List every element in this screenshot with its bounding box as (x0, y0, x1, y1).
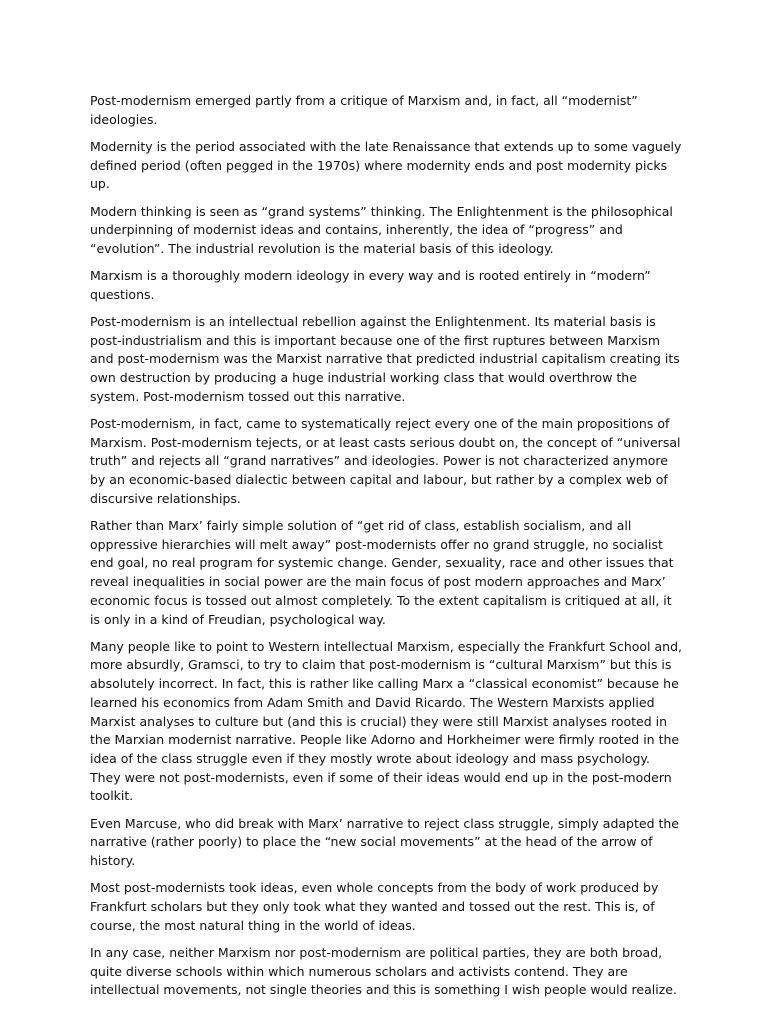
paragraph: Post-modernism, in fact, came to systematically reject every one of the main propositions of Marxism. Post-modernism tejects, or at least casts serious doubt on, the concept of “universal truth” and rejects all “grand narratives” and ideologies. Power is not characterized anymore by an economic-based dialectic between capital and labour, but rather by a complex web of discursive relationships. (90, 416, 681, 506)
paragraph: Even Marcuse, who did break with Marx’ narrative to reject class struggle, simply adapted the narrative (rather poorly) to place the “new social movements” at the head of the arrow of history. (90, 815, 679, 869)
document-body (90, 92, 682, 1008)
paragraph: In any case, neither Marxism nor post-modernism are political parties, they are both broad, quite diverse schools within which numerous scholars and activists contend. They are intellectual movements, not single theories and this is something I wish people would realize. (90, 944, 677, 998)
paragraph: Rather than Marx’ fairly simple solution of “get rid of class, establish socialism, and all oppressive hierarchies will melt away” post-modernists offer no grand struggle, no socialist end goal, no real program for systemic change. Gender, sexuality, race and other issues that reveal inequalities in social power are the main focus of post modern approaches and Marx’ economic focus is tossed out almost completely. To the extent capitalism is critiqued at all, it is only in a kind of Freudian, psychological way. (90, 518, 674, 627)
paragraph: Marxism is a thoroughly modern ideology in every way and is rooted entirely in “modern” questions. (90, 268, 651, 302)
paragraph: Post-modernism is an intellectual rebellion against the Enlightenment. Its material basis is post-industrialism and this is important because one of the first ruptures between Marxism and post-modernism was the Marxist narrative that predicted industrial capitalism creating its own destruction by producing a huge industrial working class that would overthrow the system. Post-modernism tossed out this narrative. (90, 314, 680, 404)
paragraph: Most post-modernists took ideas, even whole concepts from the body of work produced by Frankfurt scholars but they only took what they wanted and tossed out the rest. This is, of course, the most natural thing in the world of ideas. (90, 880, 659, 933)
paragraph: Post-modernism emerged partly from a critique of Marxism and, in fact, all “modernist” ideologies. (90, 93, 638, 127)
paragraph: Modern thinking is seen as “grand systems” thinking. The Enlightenment is the philosophical underpinning of modernist ideas and contains, inherently, the idea of “progress” and “evolution”. The industrial revolution is the material basis of this ideology. (90, 203, 673, 256)
paragraph: Modernity is the period associated with the late Renaissance that extends up to some vaguely defined period (often pegged in the 1970s) where modernity ends and post modernity picks up. (90, 138, 682, 192)
paragraph: Many people like to point to Western intellectual Marxism, especially the Frankfurt School and, more absurdly, Gramsci, to try to claim that post-modernism is “cultural Marxism” but this is absolutely incorrect. In fact, this is rather like calling Marx a “classical economist” because he learned his economics from Adam Smith and David Ricardo. The Western Marxists applied Marxist analyses to culture but (and this is crucial) they were still Marxist analyses rooted in the Marxian modernist narrative. People like Adorno and Horkheimer were firmly rooted in the idea of the class struggle even if they mostly wrote about ideology and mass psychology. They were not post-modernists, even if some of their ideas would end up in the post-modern toolkit. (90, 638, 682, 804)
